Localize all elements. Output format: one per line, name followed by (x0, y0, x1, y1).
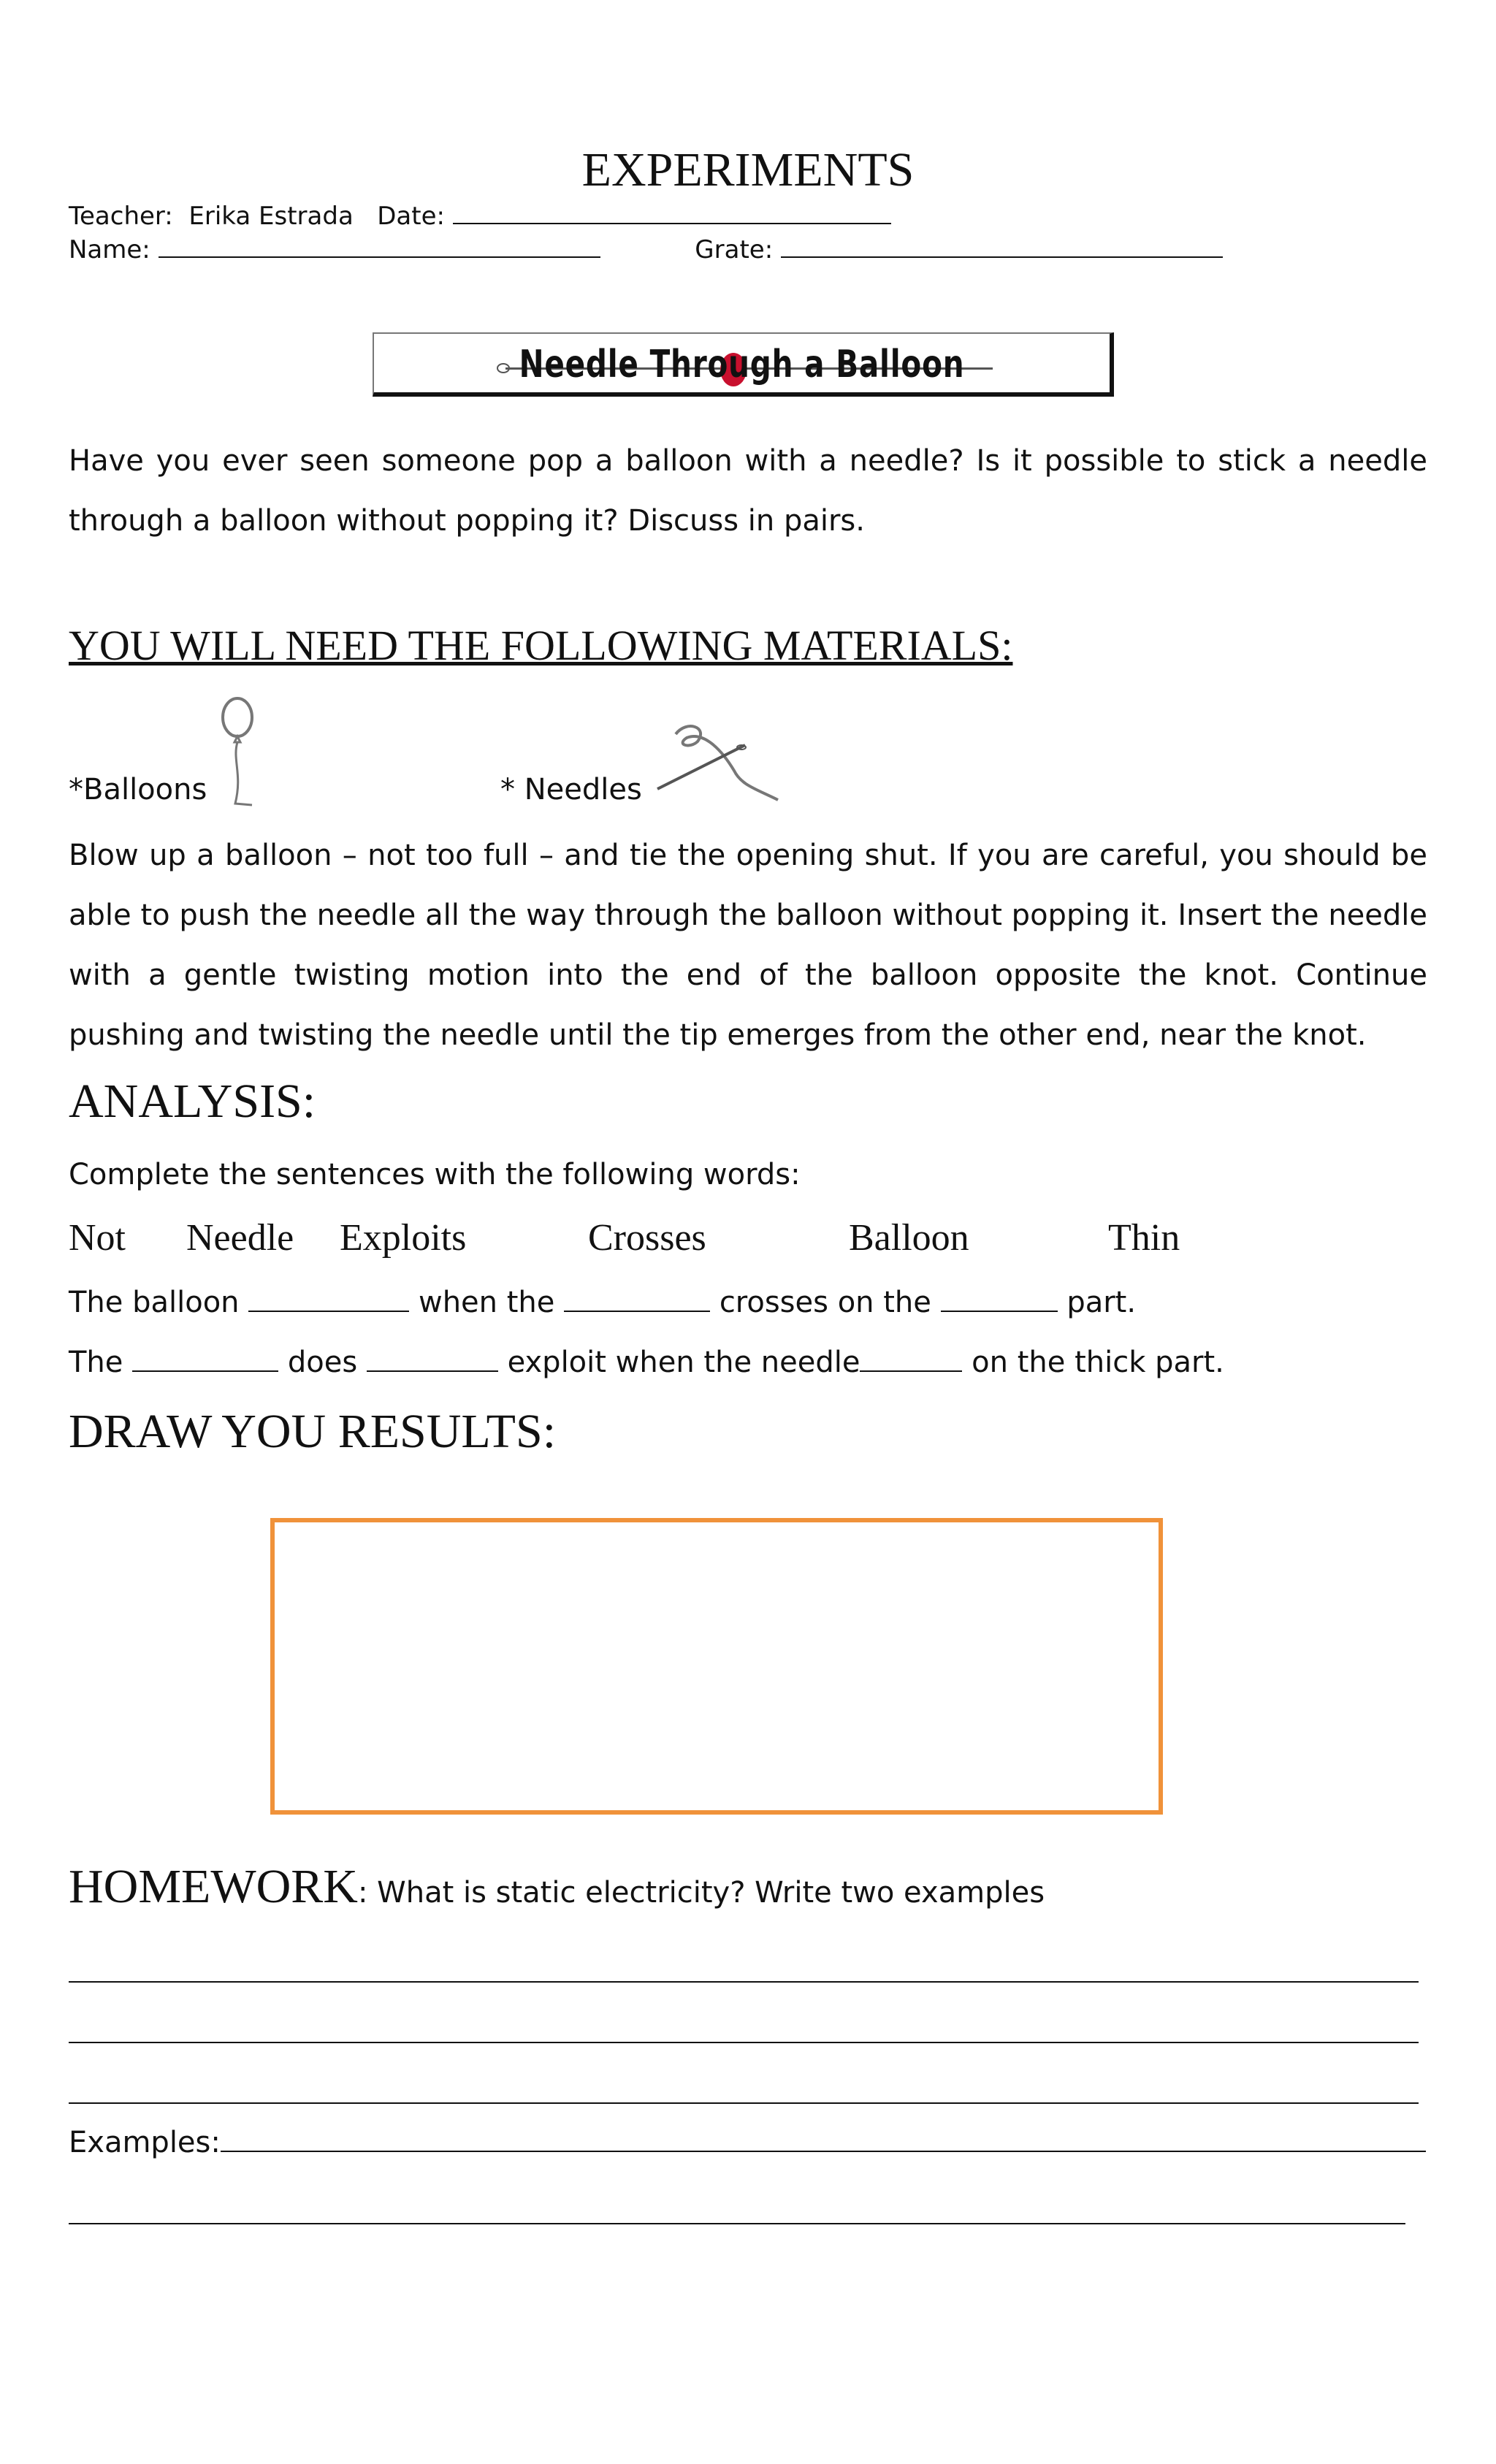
examples-field[interactable] (221, 2151, 1426, 2152)
answer-line[interactable] (69, 2042, 1419, 2043)
date-field[interactable] (453, 223, 891, 224)
banner-title: Needle Through a Balloon (519, 343, 965, 386)
analysis-heading: ANALYSIS: (69, 1075, 316, 1128)
word-bank-item: Not (69, 1217, 126, 1259)
date-label: Date: (377, 202, 445, 231)
word-bank-item: Exploits (340, 1217, 467, 1259)
answer-line[interactable] (69, 2102, 1419, 2104)
teacher-name: Erika Estrada (188, 202, 354, 231)
sentence-text: The (69, 1346, 123, 1379)
word-bank (0, 1216, 1496, 1267)
sentence-text: The balloon (69, 1286, 240, 1319)
sentence-text: does (287, 1346, 358, 1379)
name-field[interactable] (159, 256, 600, 258)
materials-item-balloons: *Balloons (69, 773, 207, 806)
word-bank-item: Thin (1108, 1217, 1180, 1259)
page-title: EXPERIMENTS (581, 143, 915, 197)
drawing-box[interactable] (270, 1518, 1163, 1815)
sentence-text: part. (1066, 1286, 1137, 1319)
sentence-2 (69, 1346, 1224, 1379)
needle-thread-icon (654, 720, 785, 807)
materials-heading: YOU WILL NEED THE FOLLOWING MATERIALS: (69, 622, 1013, 669)
blank-field[interactable] (248, 1311, 409, 1312)
answer-line[interactable] (69, 2223, 1405, 2224)
examples-label: Examples: (69, 2126, 221, 2159)
balloon-icon (212, 694, 270, 811)
examples-row (69, 2126, 1426, 2159)
blank-field[interactable] (132, 1370, 278, 1372)
materials-item-needles: * Needles (500, 773, 642, 806)
name-row (69, 235, 1223, 264)
answer-line[interactable] (69, 1981, 1419, 1983)
intro-paragraph: Have you ever seen someone pop a balloon with a needle? Is it possible to stick a needle through a balloon without popping it? Discuss in pairs. (69, 444, 1427, 538)
word-bank-item: Balloon (849, 1217, 969, 1259)
draw-heading: DRAW YOU RESULTS: (69, 1405, 557, 1458)
title-banner (373, 332, 1114, 397)
word-bank-item: Crosses (588, 1217, 706, 1259)
grade-field[interactable] (781, 256, 1223, 258)
teacher-row (69, 202, 891, 231)
sentence-text: crosses on the (719, 1286, 931, 1319)
blank-field[interactable] (367, 1370, 498, 1372)
blank-field[interactable] (941, 1311, 1058, 1312)
homework-prompt: : What is static electricity? Write two examples (357, 1876, 1045, 1910)
homework-row (69, 1859, 1045, 1915)
name-label: Name: (69, 235, 150, 264)
blank-field[interactable] (860, 1370, 962, 1372)
teacher-label: Teacher: (69, 202, 173, 231)
sentence-text: on the thick part. (972, 1346, 1224, 1379)
grade-label: Grate: (695, 235, 774, 264)
blank-field[interactable] (564, 1311, 710, 1312)
sentence-text: when the (418, 1286, 555, 1319)
sentence-text: exploit when the needle (507, 1346, 860, 1379)
sentence-1 (69, 1286, 1136, 1319)
analysis-instruction: Complete the sentences with the following words: (69, 1158, 801, 1191)
homework-heading: HOMEWORK (69, 1860, 358, 1913)
word-bank-item: Needle (186, 1217, 294, 1259)
procedure-paragraph: Blow up a balloon – not too full – and tie the opening shut. If you are careful, you should be able to push the needle all the way through the balloon without popping it. Insert the needle with a gentle twisting motion into the end of the balloon opposite the knot. Continue pushing and twisting the needle until the tip emerges from the other end, near the knot. (69, 839, 1427, 1052)
